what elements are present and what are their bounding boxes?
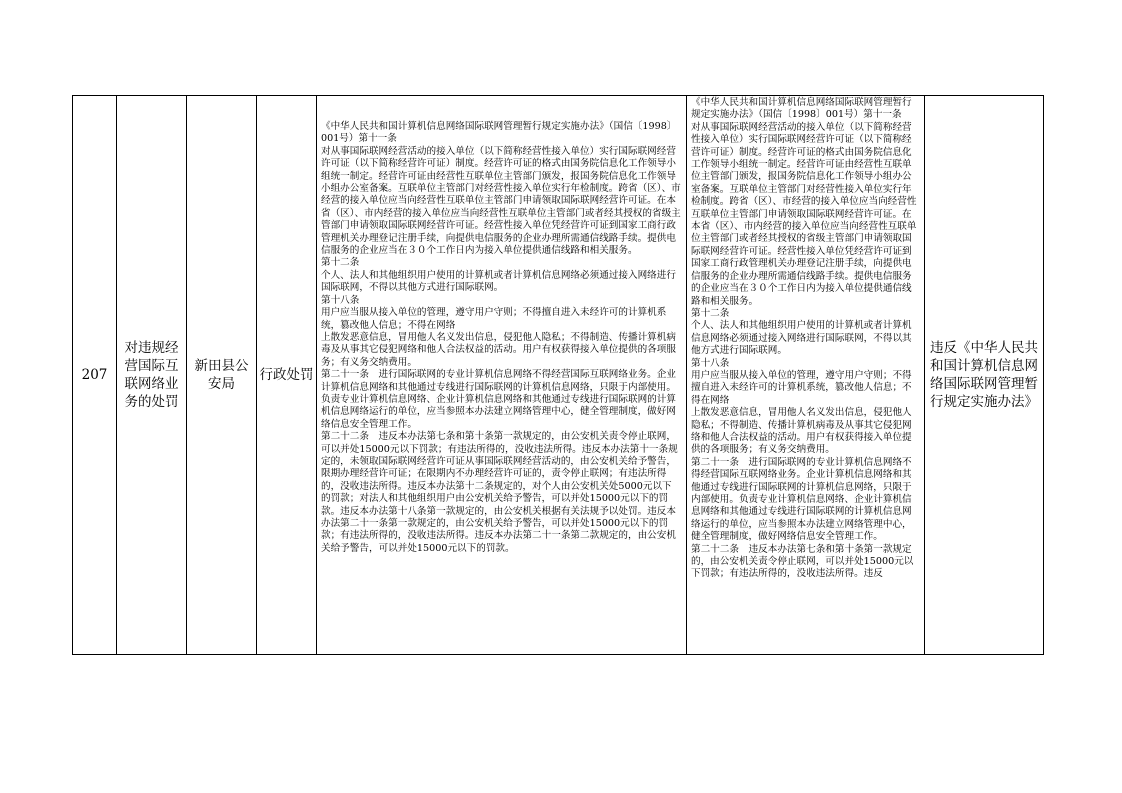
department: 新田县公安局 (194, 358, 249, 392)
type-cell (257, 96, 317, 654)
penalty-table-row (72, 95, 1044, 655)
row-number: 207 (81, 367, 108, 383)
item-name: 对违规经营国际互联网络业务的处罚 (124, 340, 179, 410)
violation-text: 违反《中华人民共和国计算机信息网络国际联网管理暂行规定实施办法》 (930, 340, 1038, 410)
department-cell (187, 96, 257, 654)
penalty-type: 行政处罚 (259, 367, 314, 383)
row-number-cell (73, 96, 117, 654)
legal-basis-cell-2 (687, 96, 925, 654)
item-name-cell (117, 96, 187, 654)
legal-basis-text: 《中华人民共和国计算机信息网络国际联网管理暂行规定实施办法》（国信〔1998〕001号）第十一条 对从事国际联网经营活动的接入单位（以下简称经营性接入单位）实行国际联网经营许可证（以下简称经营许可证）制度。经营许可证的格式由国务院信息化工作领导小组统一制定。经营许可证由经营性互联单位主管部门颁发，报国务院信息化工作领导小组办公室备案。互联单位主管部门对经营性接入单位实行年检制度。跨省（区）、市经营的接入单位应当向经营性互联单位主管部门申请领取国际联网经营许可证。在本省（区）、市内经营的接入单位应当向经营性互联单位主管部门或者经其授权的省级主管部门申请领取国际联网经营许可证。经营性接入单位凭经营许可证到国家工商行政管理机关办理登记注册手续，向提供电信服务的企业办理所需通信线路手续。提供电信服务的企业应当在３０个工作日内为接入单位提供通信线路和相关服务。 第十二条 个人、法人和其他组织用户使用的计算机或者计算机信息网络必须通过接入网络进行国际联网，不得以其他方式进行国际联网。 第十八条 用户应当服从接入单位的管理，遵守用户守则；不得擅自进入未经许可的计算机系统，篡改他人信息；不得在网络 上散发恶意信息，冒用他人名义发出信息，侵犯他人隐私；不得制造、传播计算机病毒及从事其它侵犯网络和他人合法权益的活动。用户有权获得接入单位提供的各项服务；有义务交纳费用。 第二十一条 进行国际联网的专业计算机信息网络不得经营国际互联网络业务。企业计算机信息网络和其他通过专线进行国际联网的计算机信息网络，只限于内部使用。负责专业计算机信息网络、企业计算机信息网络和其他通过专线进行国际联网的计算机信息网络运行的单位，应当参照本办法建立网络管理中心，健全管理制度，做好网络信息安全管理工作。 第二十二条 违反本办法第七条和第十条第一款规定的，由公安机关责令停止联网，可以并处15000元以下罚款；有违法所得的，没收违法所得。违反本办法第十一条规定的，未领取国际联网经营许可证从事国际联网经营活动的，由公安机关给予警告，限期办理经营许可证；在限期内不办理经营许可证的，责令停止联网；有违法所得的，没收违法所得。违反本办法第十二条规定的，对个人由公安机关处5000元以下的罚款；对法人和其他组织用户由公安机关给予警告，可以并处15000元以下的罚款。违反本办法第十八条第一款规定的，由公安机关根据有关法规予以处罚。违反本办法第二十一条第一款规定的，由公安机关给予警告，可以并处15000元以下的罚款；有违法所得的，没收违法所得。违反本办法第二十一条第二款规定的，由公安机关给予警告，可以并处15000元以下的罚款。 (321, 121, 681, 554)
legal-basis-cell (317, 96, 687, 654)
legal-basis-text-2: 《中华人民共和国计算机信息网络国际联网管理暂行规定实施办法》（国信〔1998〕001号）第十一条 对从事国际联网经营活动的接入单位（以下简称经营性接入单位）实行国际联网经营许可证（以下简称经营许可证）制度。经营许可证的格式由国务院信息化工作领导小组统一制定。经营许可证由经营性互联单位主管部门颁发，报国务院信息化工作领导小组办公室备案。互联单位主管部门对经营性接入单位实行年检制度。跨省（区）、市经营的接入单位应当向经营性互联单位主管部门申请领取国际联网经营许可证。在本省（区）、市内经营的接入单位应当向经营性互联单位主管部门或者经其授权的省级主管部门申请领取国际联网经营许可证。经营性接入单位凭经营许可证到国家工商行政管理机关办理登记注册手续，向提供电信服务的企业办理所需通信线路手续。提供电信服务的企业应当在３０个工作日内为接入单位提供通信线路和相关服务。 第十二条 个人、法人和其他组织用户使用的计算机或者计算机信息网络必须通过接入网络进行国际联网，不得以其他方式进行国际联网。 第十八条 用户应当服从接入单位的管理，遵守用户守则；不得擅自进入未经许可的计算机系统，篡改他人信息；不得在网络 上散发恶意信息，冒用他人名义发出信息，侵犯他人隐私；不得制造、传播计算机病毒及从事其它侵犯网络和他人合法权益的活动。用户有权获得接入单位提供的各项服务；有义务交纳费用。 第二十一条 进行国际联网的专业计算机信息网络不得经营国际互联网络业务。企业计算机信息网络和其他通过专线进行国际联网的计算机信息网络，只限于内部使用。负责专业计算机信息网络、企业计算机信息网络和其他通过专线进行国际联网的计算机信息网络运行的单位，应当参照本办法建立网络管理中心，健全管理制度，做好网络信息安全管理工作。 第二十二条 违反本办法第七条和第十条第一款规定的，由公安机关责令停止联网，可以并处15000元以下罚款；有违法所得的，没收违法所得。违反 (691, 97, 917, 580)
violation-cell (925, 96, 1043, 654)
